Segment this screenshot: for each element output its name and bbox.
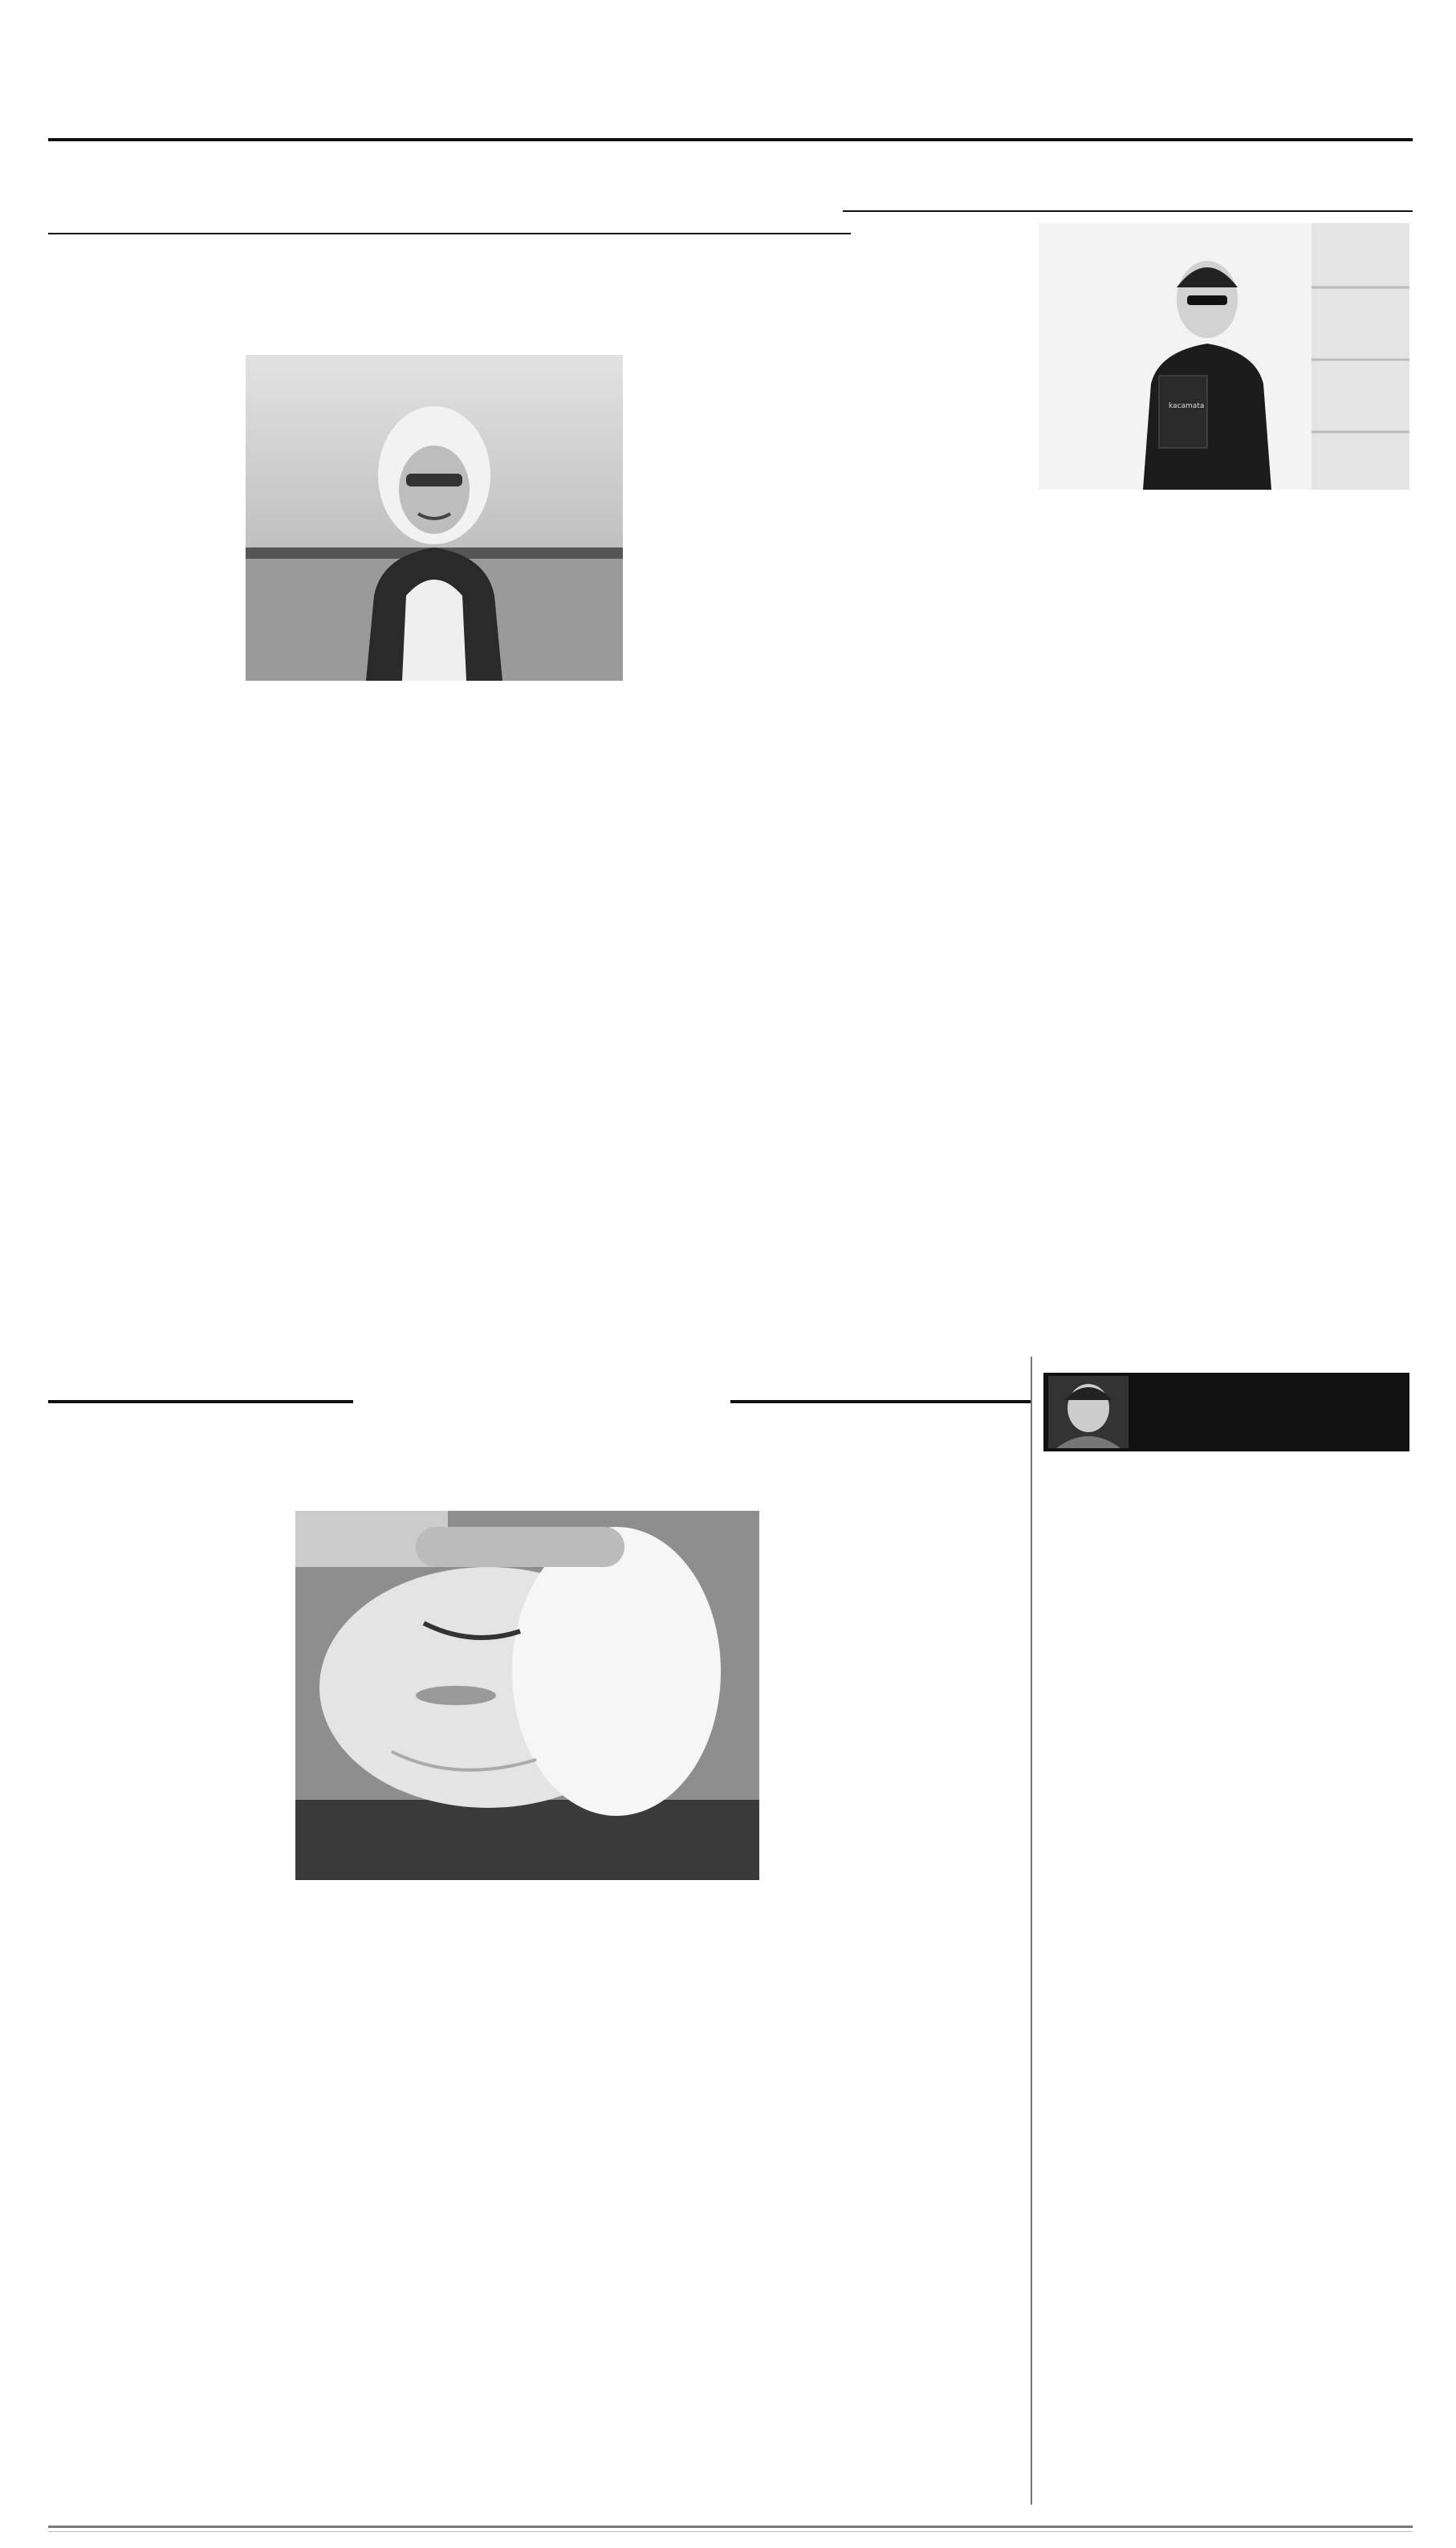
portrait-woman-hijab-image (246, 355, 623, 681)
columnist-portrait-icon (1048, 1376, 1129, 1448)
story2-photo (1039, 223, 1409, 490)
kayon-col2 (295, 1935, 512, 2497)
kayon-photo (295, 1511, 759, 1880)
kayon-col3 (543, 1935, 759, 2497)
story1-col2 (246, 718, 424, 1347)
header-rule (48, 138, 1413, 141)
kayon-terawang-divider (1031, 1357, 1032, 2505)
story2-col1 (856, 218, 1021, 1352)
kayon-col4 (787, 1514, 1011, 2501)
kayon-label-box (353, 1357, 730, 1445)
story1-col1 (64, 344, 233, 1347)
story1-photo (246, 355, 623, 681)
lower-divider-2 (48, 2531, 1413, 2532)
story1-rule (48, 233, 851, 234)
svg-text:kacamata: kacamata (1169, 402, 1205, 410)
story1-col4 (639, 246, 817, 1353)
man-holding-product-image (1039, 223, 1409, 490)
facial-treatment-image (295, 1511, 759, 1880)
lower-divider (48, 2526, 1413, 2528)
story1-col3 (440, 718, 618, 1347)
terawang-logo-box (1043, 1373, 1409, 1451)
terawang-letter (1051, 1508, 1411, 1833)
story2-col3 (1231, 531, 1409, 1358)
story2-rule (843, 210, 1413, 212)
story2-col2 (1039, 531, 1215, 1344)
kayon-col1 (64, 1514, 275, 2492)
